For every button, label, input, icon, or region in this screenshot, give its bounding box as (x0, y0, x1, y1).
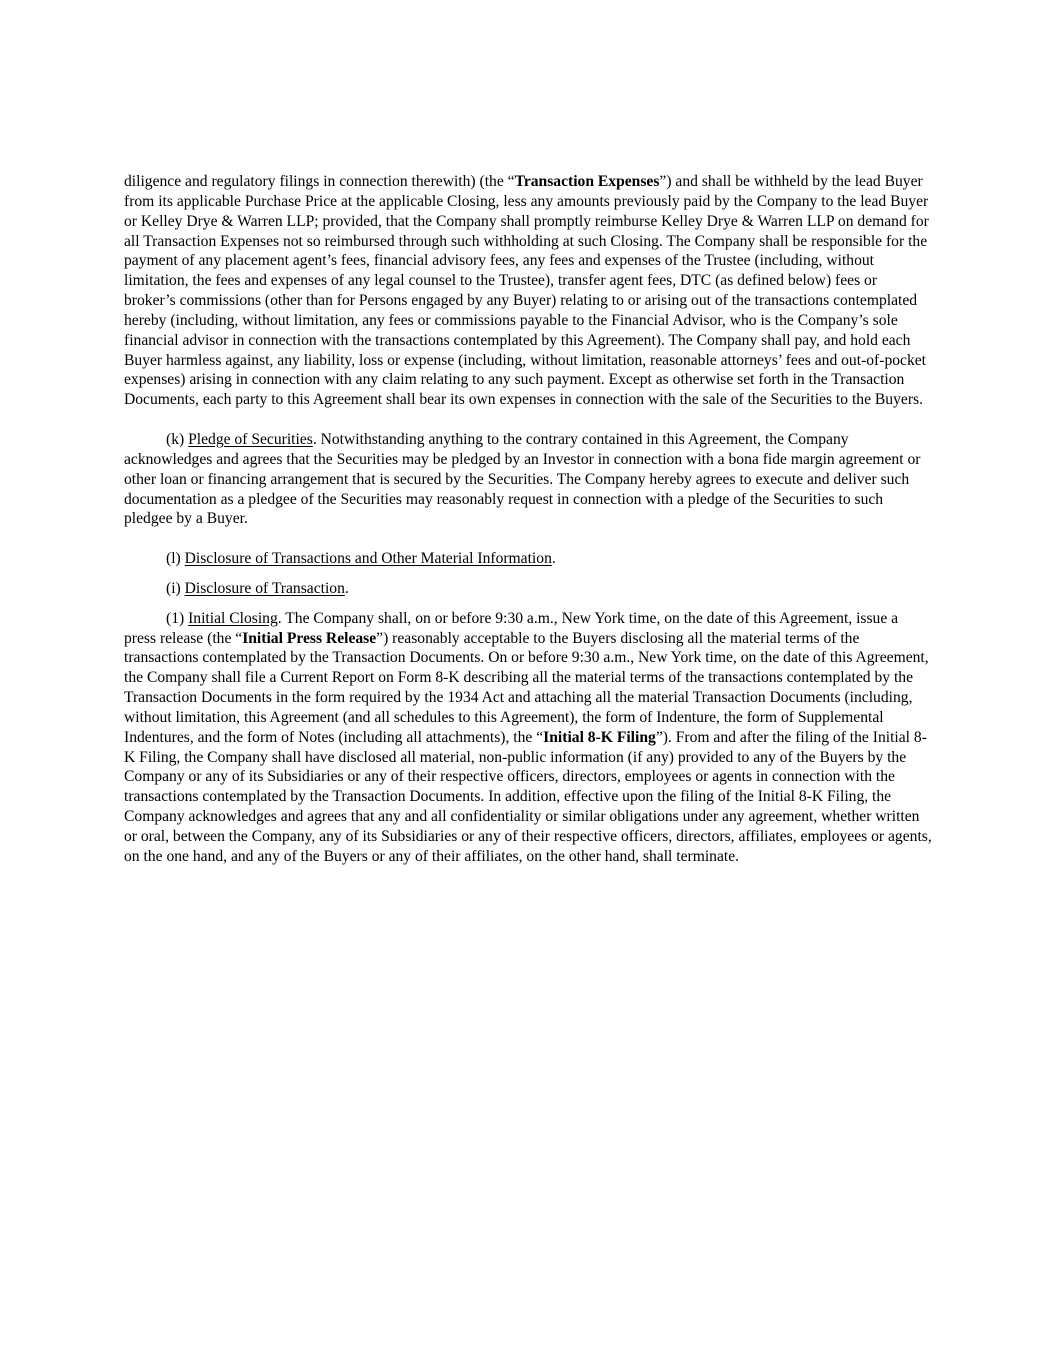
section-1-initial-closing (124, 609, 932, 867)
section-heading: Disclosure of Transactions and Other Material Information (184, 550, 552, 568)
heading-period: . (344, 579, 349, 597)
section-number: (l) (166, 550, 185, 568)
section-number: (k) (166, 430, 189, 448)
section-number: (i) (166, 579, 185, 597)
paragraph-text: ”). From and after the filing of the Initial 8-K Filing, the Company shall have disclosed all material, non-public information (if any) provided to any of the Buyers by the Company or any of its Subsidiaries or any of their respective officers, directors, employees or agents in connection with the transactions contemplated by the Transaction Documents. In addition, effective upon the filing of the Initial 8-K Filing, the Company acknowledges and agrees that any and all confidentiality or similar obligations under any agreement, whether written or oral, between the Company, any of its Subsidiaries or any of their respective officers, directors, affiliates, employees or agents, on the one hand, and any of the Buyers or any of their affiliates, on the other hand, shall terminate. (124, 728, 932, 865)
paragraph-text: . Notwithstanding anything to the contrary contained in this Agreement, the Company acknowledges and agrees that the Securities may be pledged by an Investor in connection with a bona fide margin agreement or other loan or financing arrangement that is secured by the Securities. The Company hereby agrees to execute and deliver such documentation as a pledgee of the Securities may reasonably request in connection with a pledge of the Securities to such pledgee by a Buyer. (124, 430, 921, 528)
section-k-pledge-of-securities (124, 430, 932, 529)
defined-term-initial-8k-filing: Initial 8-K Filing (543, 728, 656, 746)
paragraph-text: . The Company shall, on or before 9:30 a.m., New York time, on the date of this Agreement, issue a press release (the “ (124, 609, 899, 647)
defined-term-transaction-expenses: Transaction Expenses (514, 173, 660, 190)
section-number: (1) (166, 609, 189, 627)
heading-period: . (551, 550, 556, 568)
document-body (124, 172, 932, 867)
section-heading: Pledge of Securities (188, 430, 313, 448)
section-i-disclosure-of-transaction (124, 579, 932, 599)
paragraph-transaction-expenses (124, 172, 932, 410)
paragraph-text: ”) reasonably acceptable to the Buyers disclosing all the material terms of the transactions contemplated by the Transaction Documents. On or before 9:30 a.m., New York time, on the date of this Agreement, the Company shall file a Current Report on Form 8-K describing all the material terms of the transactions contemplated by the Transaction Documents in the form required by the 1934 Act and attaching all the material Transaction Documents (including, without limitation, this Agreement (and all schedules to this Agreement), the form of Indenture, the form of Supplemental Indentures, and the form of Notes (including all attachments), the “ (124, 629, 929, 746)
defined-term-initial-press-release: Initial Press Release (242, 629, 377, 647)
paragraph-text: ”) and shall be withheld by the lead Buyer from its applicable Purchase Price at the applicable Closing, less any amounts previously paid by the Company to the lead Buyer or Kelley Drye & Warren LLP; provided, that the Company shall promptly reimburse Kelley Drye & Warren LLP on demand for all Transaction Expenses not so reimbursed through such withholding at such Closing. The Company shall be responsible for the payment of any placement agent’s fees, financial advisory fees, any fees and expenses of the Trustee (including, without limitation, the fees and expenses of any legal counsel to the Trustee), transfer agent fees, DTC (as defined below) fees or broker’s commissions (other than for Persons engaged by any Buyer) relating to or arising out of the transactions contemplated hereby (including, without limitation, any fees or commissions payable to the Financial Advisor, who is the Company’s sole financial advisor in connection with the transactions contemplated by this Agreement). The Company shall pay, and hold each Buyer harmless against, any liability, loss or expense (including, without limitation, reasonable attorneys’ fees and out-of-pocket expenses) arising in connection with any claim relating to any such payment. Except as otherwise set forth in the Transaction Documents, each party to this Agreement shall bear its own expenses in connection with the sale of the Securities to the Buyers. (124, 173, 929, 409)
paragraph-text: diligence and regulatory filings in connection therewith) (the “ (124, 173, 515, 190)
section-l-disclosure-heading (124, 549, 932, 569)
section-heading: Initial Closing (188, 609, 278, 627)
section-heading: Disclosure of Transaction (184, 579, 345, 597)
